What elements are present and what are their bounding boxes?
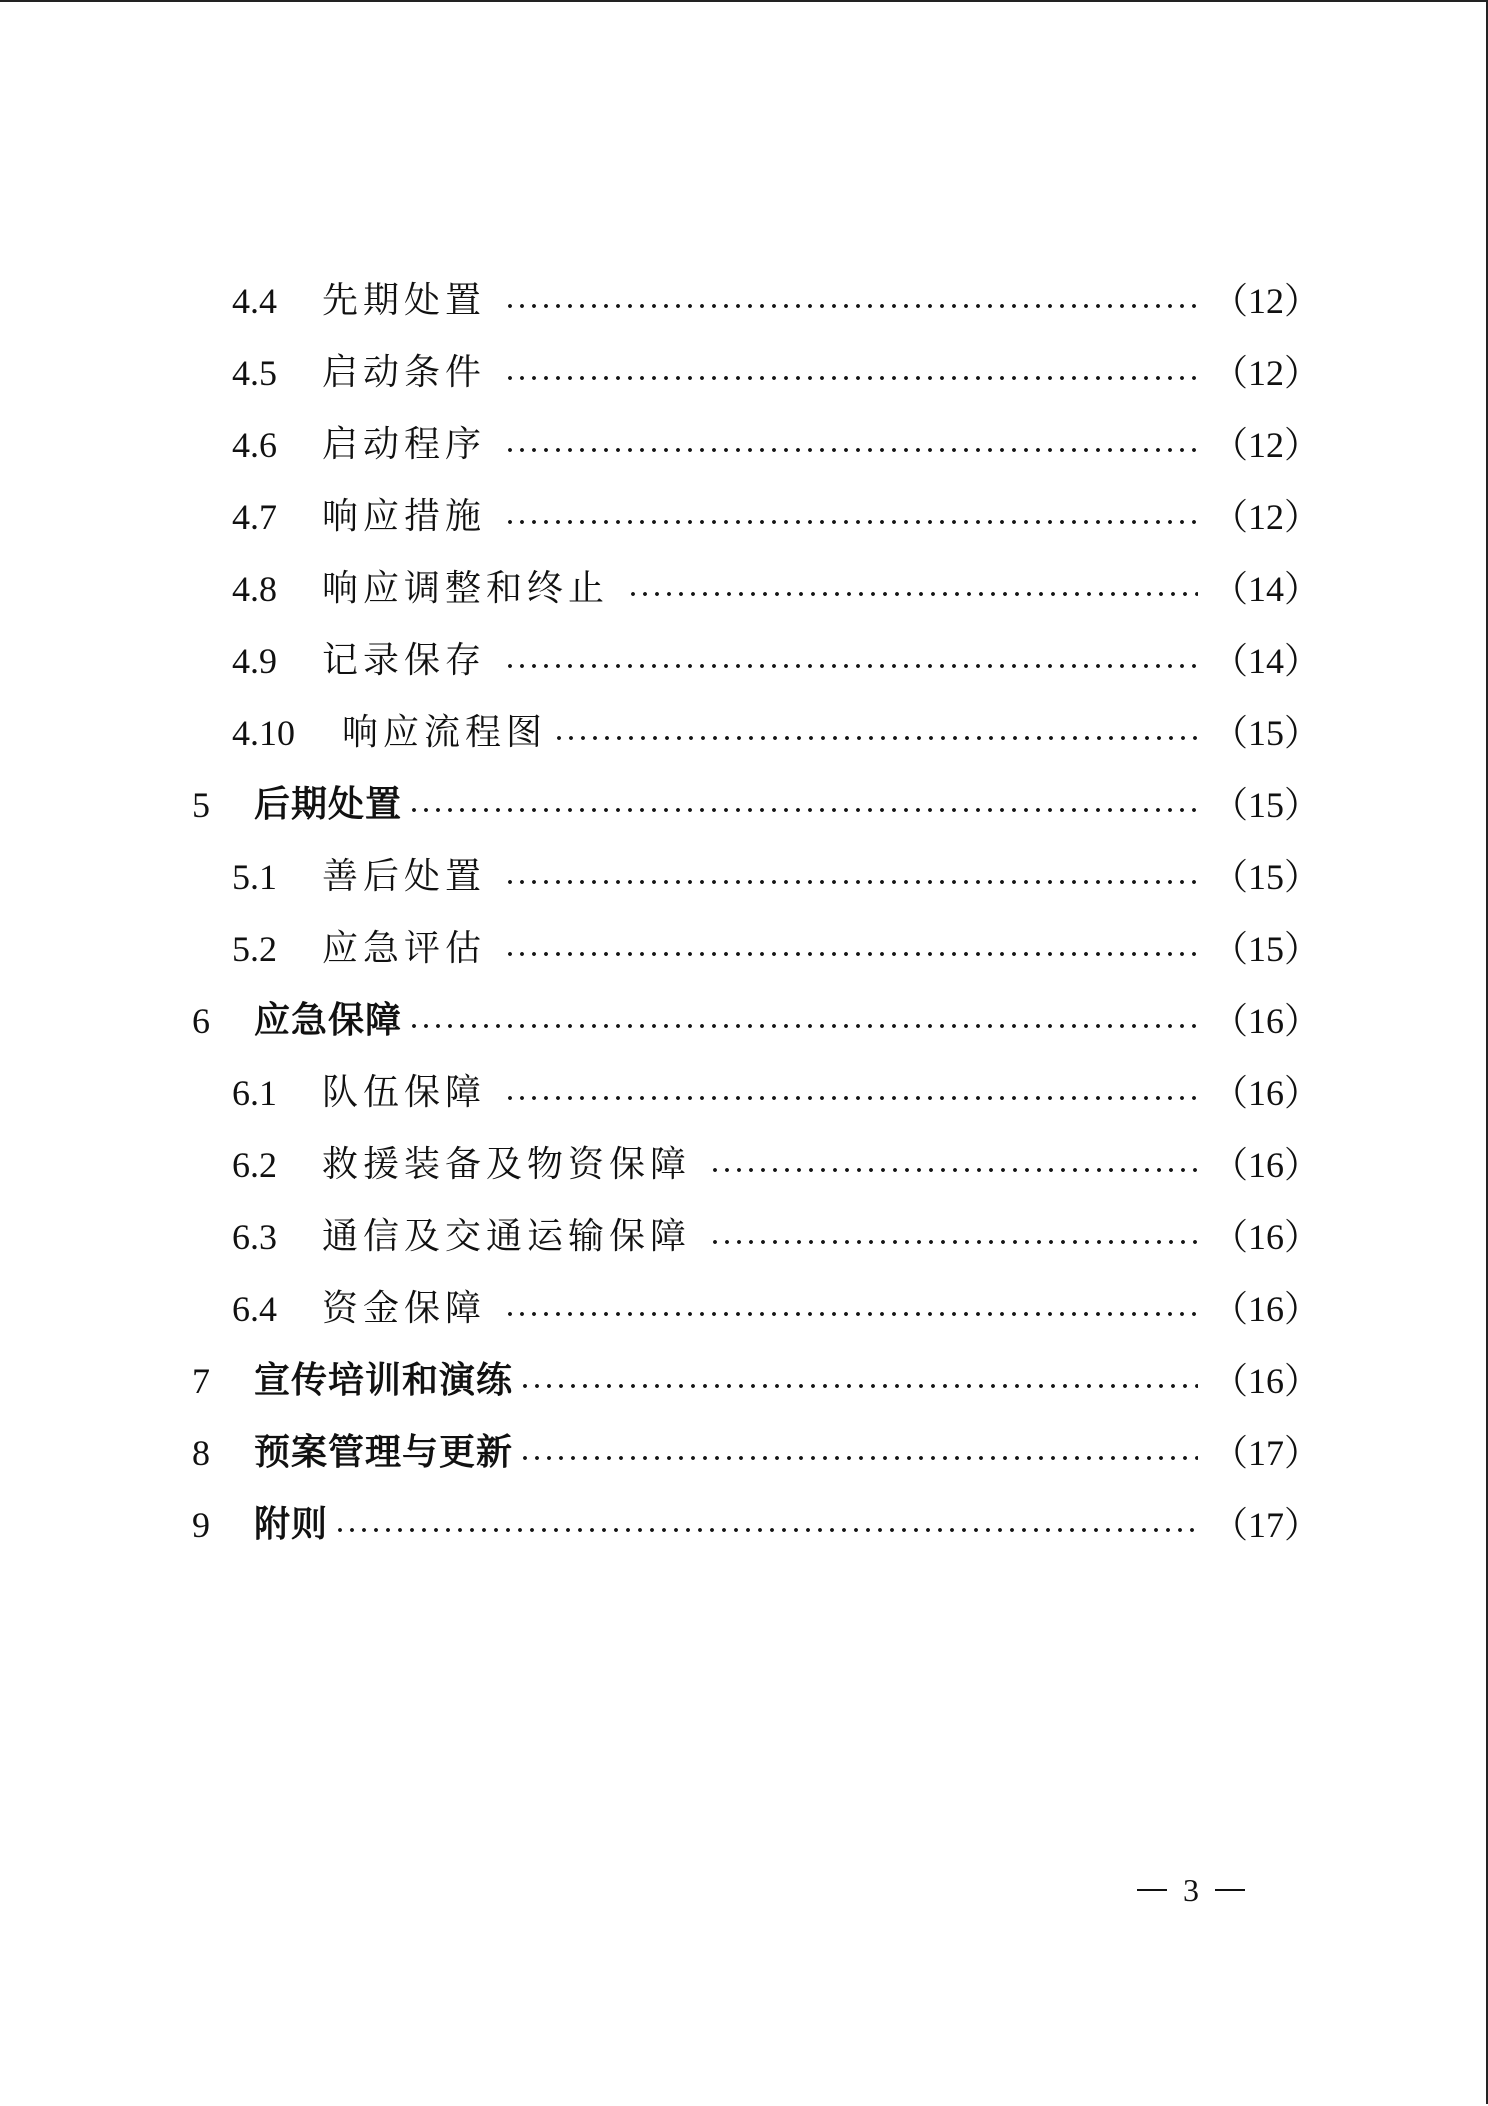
toc-entry-page: （16） xyxy=(1212,1073,1321,1113)
dot-leader xyxy=(504,663,1198,669)
toc-entry-page: （12） xyxy=(1212,353,1321,393)
toc-entry-9[interactable] xyxy=(192,1495,1321,1555)
toc-entry-6[interactable] xyxy=(192,991,1321,1051)
toc-entry-page: （15） xyxy=(1212,785,1321,825)
dot-leader xyxy=(408,1023,1198,1029)
toc-entry-title: 响应措施 xyxy=(322,496,487,537)
dot-leader xyxy=(709,1239,1198,1245)
toc-entry-number: 4.5 xyxy=(232,353,277,393)
toc-entry-number: 4.4 xyxy=(232,281,277,321)
toc-entry-title: 预案管理与更新 xyxy=(254,1432,514,1473)
toc-entry-title: 响应流程图 xyxy=(342,712,548,753)
dot-leader xyxy=(504,1311,1198,1317)
dot-leader xyxy=(504,951,1198,957)
right-dash-icon xyxy=(1215,1889,1245,1891)
toc-entry-number: 5 xyxy=(192,785,210,825)
dot-leader xyxy=(504,519,1198,525)
toc-entry-7[interactable] xyxy=(192,1351,1321,1411)
dot-leader xyxy=(504,1095,1198,1101)
dot-leader xyxy=(627,591,1198,597)
toc-entry-page: （16） xyxy=(1212,1217,1321,1257)
toc-entry-number: 8 xyxy=(192,1433,210,1473)
toc-entry-5-1[interactable] xyxy=(232,847,1321,907)
dot-leader xyxy=(504,375,1198,381)
toc-entry-title: 应急评估 xyxy=(322,928,487,969)
toc-entry-page: （14） xyxy=(1212,569,1321,609)
toc-entry-number: 6.1 xyxy=(232,1073,277,1113)
toc-entry-page: （12） xyxy=(1212,497,1321,537)
toc-entry-number: 6.3 xyxy=(232,1217,277,1257)
toc-entry-page: （12） xyxy=(1212,281,1321,321)
toc-entry-title: 队伍保障 xyxy=(322,1072,487,1113)
dot-leader xyxy=(504,447,1198,453)
toc-entry-page: （16） xyxy=(1212,1145,1321,1185)
toc-entry-5-2[interactable] xyxy=(232,919,1321,979)
dot-leader xyxy=(408,807,1198,813)
toc-entry-4-5[interactable] xyxy=(232,343,1321,403)
toc-entry-number: 4.8 xyxy=(232,569,277,609)
dot-leader xyxy=(709,1167,1198,1173)
dot-leader xyxy=(334,1527,1198,1533)
table-of-contents xyxy=(0,2,1488,2106)
toc-entry-number: 7 xyxy=(192,1361,210,1401)
toc-entry-4-7[interactable] xyxy=(232,487,1321,547)
toc-entry-4-6[interactable] xyxy=(232,415,1321,475)
page-number-footer xyxy=(1126,1864,1256,1916)
toc-entry-title: 响应调整和终止 xyxy=(322,568,610,609)
toc-entry-8[interactable] xyxy=(192,1423,1321,1483)
toc-entry-page: （16） xyxy=(1212,1361,1321,1401)
toc-entry-title: 资金保障 xyxy=(322,1288,487,1329)
toc-entry-title: 附则 xyxy=(254,1504,329,1545)
toc-entry-page: （12） xyxy=(1212,425,1321,465)
toc-entry-6-3[interactable] xyxy=(232,1207,1321,1267)
toc-entry-title: 应急保障 xyxy=(254,1000,403,1041)
toc-entry-title: 善后处置 xyxy=(322,856,487,897)
toc-entry-6-4[interactable] xyxy=(232,1279,1321,1339)
toc-entry-title: 通信及交通运输保障 xyxy=(322,1216,692,1257)
toc-entry-page: （16） xyxy=(1212,1001,1321,1041)
toc-entry-number: 5.2 xyxy=(232,929,277,969)
toc-entry-page: （16） xyxy=(1212,1289,1321,1329)
toc-entry-number: 6 xyxy=(192,1001,210,1041)
toc-entry-page: （14） xyxy=(1212,641,1321,681)
dot-leader xyxy=(504,303,1198,309)
toc-entry-4-10[interactable] xyxy=(232,703,1321,763)
toc-entry-4-8[interactable] xyxy=(232,559,1321,619)
toc-entry-6-2[interactable] xyxy=(232,1135,1321,1195)
toc-entry-page: （15） xyxy=(1212,929,1321,969)
toc-entry-number: 5.1 xyxy=(232,857,277,897)
toc-entry-title: 记录保存 xyxy=(322,640,487,681)
toc-entry-5[interactable] xyxy=(192,775,1321,835)
toc-entry-page: （17） xyxy=(1212,1433,1321,1473)
toc-entry-number: 6.2 xyxy=(232,1145,277,1185)
toc-entry-title: 启动程序 xyxy=(322,424,487,465)
left-dash-icon xyxy=(1137,1889,1167,1891)
toc-entry-number: 4.10 xyxy=(232,713,295,753)
toc-entry-4-4[interactable] xyxy=(232,271,1321,331)
dot-leader xyxy=(519,1383,1198,1389)
dot-leader xyxy=(553,735,1198,741)
toc-entry-page: （15） xyxy=(1212,857,1321,897)
toc-entry-page: （15） xyxy=(1212,713,1321,753)
toc-entry-page: （17） xyxy=(1212,1505,1321,1545)
toc-entry-number: 6.4 xyxy=(232,1289,277,1329)
toc-entry-number: 4.7 xyxy=(232,497,277,537)
dot-leader xyxy=(504,879,1198,885)
toc-entry-title: 后期处置 xyxy=(254,784,403,825)
toc-entry-title: 先期处置 xyxy=(322,280,487,321)
toc-entry-title: 救援装备及物资保障 xyxy=(322,1144,692,1185)
toc-entry-6-1[interactable] xyxy=(232,1063,1321,1123)
dot-leader xyxy=(519,1455,1198,1461)
toc-entry-title: 宣传培训和演练 xyxy=(254,1360,514,1401)
toc-entry-number: 9 xyxy=(192,1505,210,1545)
toc-entry-4-9[interactable] xyxy=(232,631,1321,691)
toc-entry-number: 4.9 xyxy=(232,641,277,681)
page-number: 3 xyxy=(1183,1871,1199,1908)
toc-entry-number: 4.6 xyxy=(232,425,277,465)
toc-entry-title: 启动条件 xyxy=(322,352,487,393)
